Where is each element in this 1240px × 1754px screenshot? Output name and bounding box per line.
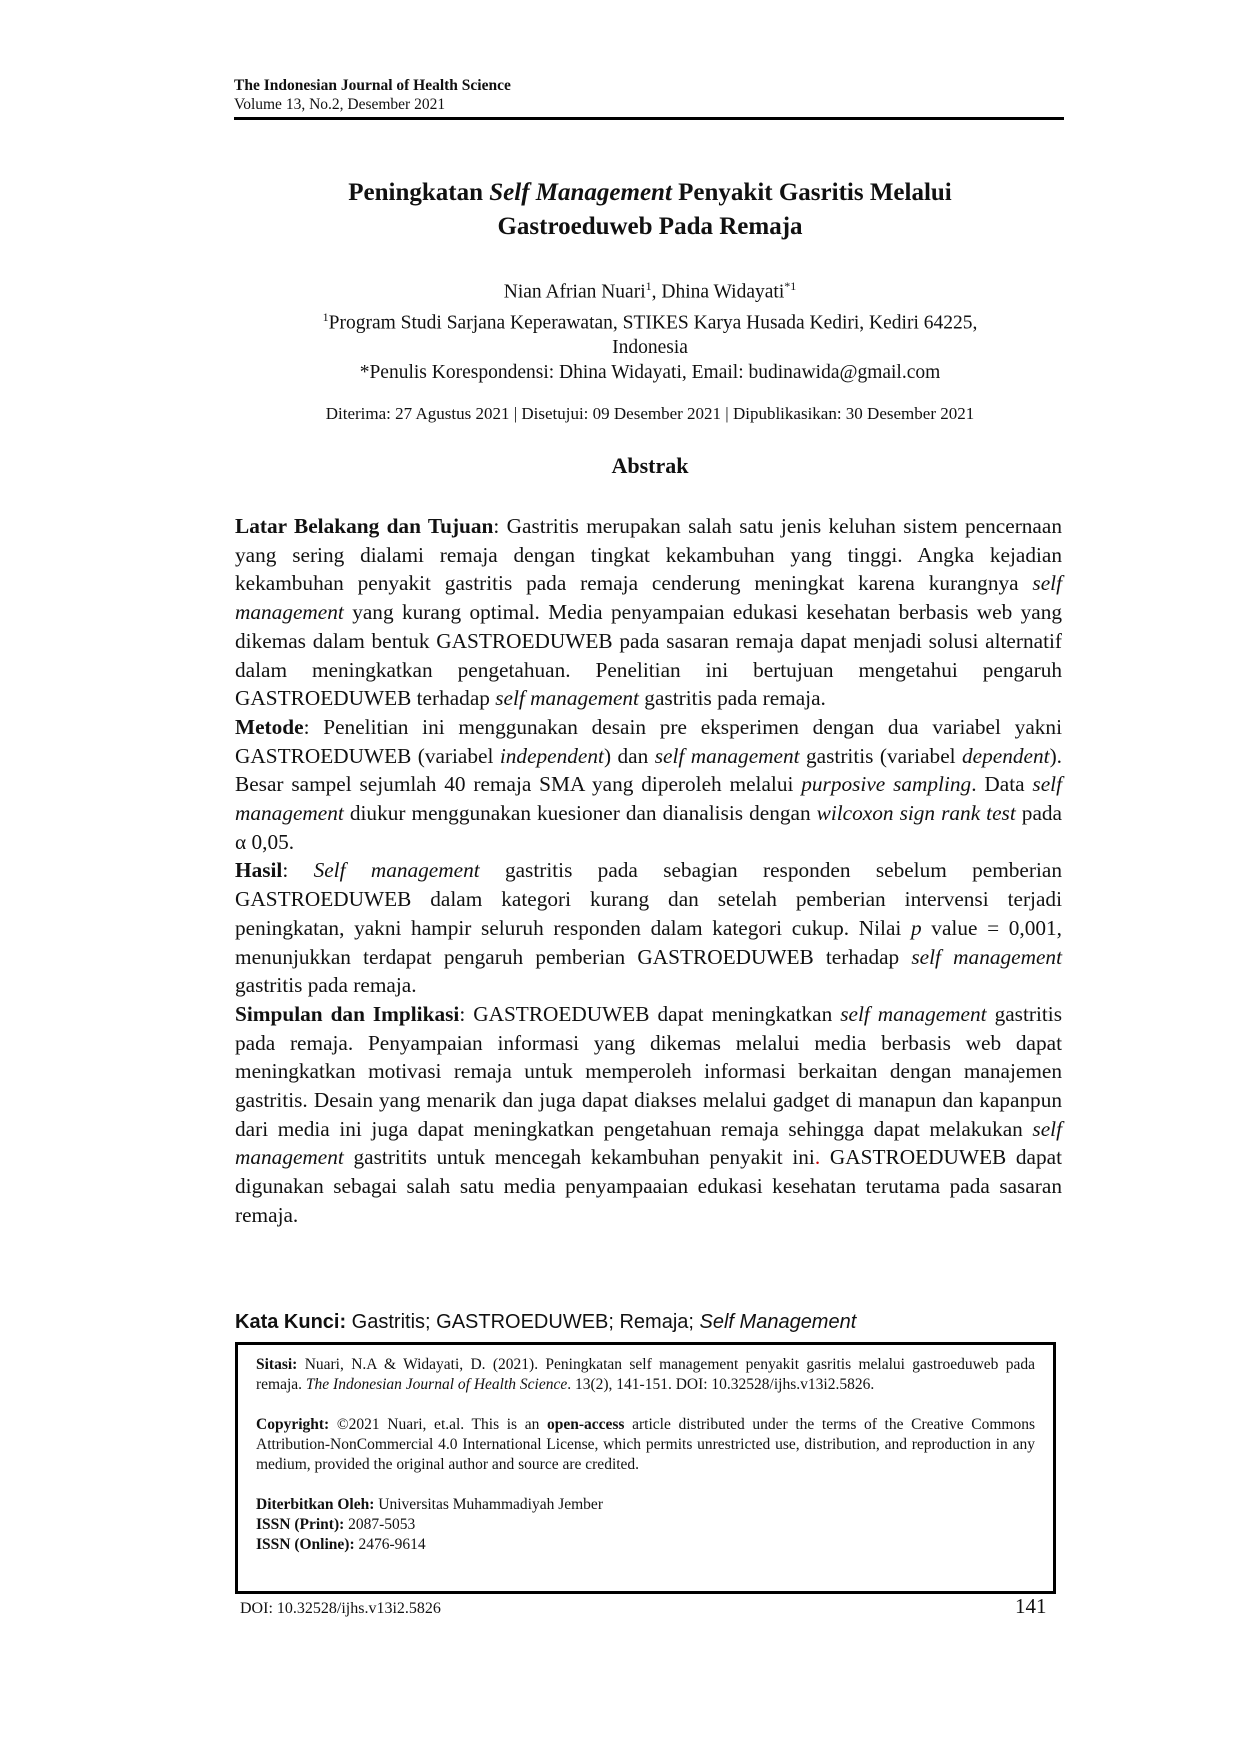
citation-box (235, 1342, 1056, 1594)
abstract-text: diukur menggunakan kuesioner dan dianalisis dengan (343, 801, 817, 826)
issn-online-value: 2476-9614 (354, 1536, 426, 1553)
abstract-body (235, 512, 1062, 1230)
abstract-italic: self management (235, 772, 1062, 826)
abstract-text: gastritis pada remaja. (235, 973, 417, 998)
section-label: Latar Belakang dan Tujuan (235, 514, 494, 538)
abstract-text: value = 0,001, menunjukkan terdapat pengaruh pemberian GASTROEDUWEB terhadap (235, 915, 1062, 969)
abstract-conclusion (235, 1000, 1062, 1230)
abstract-heading: Abstrak (611, 453, 689, 478)
author-sup: *1 (784, 279, 797, 293)
publisher-label: Diterbitkan Oleh: (256, 1496, 375, 1513)
issn-print-label: ISSN (Print): (256, 1516, 345, 1533)
abstract-italic: self management (495, 686, 639, 711)
page-number: 141 (1015, 1594, 1047, 1618)
title-line2: Gastroeduweb Pada Remaja (497, 213, 803, 240)
abstract-text: GASTROEDUWEB dapat digunakan sebagai salah satu media penyampaaian edukasi kesehatan terutama pada sasaran remaja. (235, 1145, 1062, 1227)
abstract-italic: self management (235, 571, 1062, 625)
correspondence: *Penulis Korespondensi: Dhina Widayati, Email: budinawida@gmail.com (359, 362, 941, 383)
copyright-text: article distributed under the terms of the Creative Commons Attribution-NonCommercial 4.0 International License, which permits unrestricted use, distribution, and reproduction in any medium, provided the original author and source are credited. (256, 1416, 1035, 1473)
affiliation-text: Program Studi Sarjana Keperawatan, STIKES Karya Husada Kediri, Kediri 64225, (328, 312, 978, 333)
issn-online (256, 1535, 1035, 1555)
abstract-italic: Self management (313, 858, 480, 883)
affiliation-country: Indonesia (612, 337, 688, 358)
volume-info: Volume 13, No.2, Desember 2021 (234, 96, 446, 113)
abstract-text: gastritits untuk mencegah kekambuhan penyakit ini (343, 1145, 815, 1170)
abstract-italic: self management (911, 944, 1062, 969)
issn-print-value: 2087-5053 (344, 1516, 416, 1533)
title-part: Penyakit Gasritis Melalui (671, 179, 952, 206)
author-name: Dhina Widayati (661, 281, 785, 303)
keywords (235, 1311, 1062, 1334)
abstract-method (235, 713, 1062, 857)
abstract-text: ) dan (603, 743, 655, 768)
running-header (234, 76, 1064, 114)
authors-block (200, 274, 1100, 385)
abstract-text: gastritis pada remaja. Penyampaian informasi yang dikemas melalui media berbasis web dapat meningkatkan motivasi remaja untuk memperoleh informasi berkaitan dengan manajemen gastritis. Desain yang menarik dan juga dapat diakses melalui gadget di manapun dan kapanpun dari media ini juga dapat meningkatkan pengetahuan remaja sehingga dapat melakukan (235, 1001, 1063, 1141)
dates-line: Diterima: 27 Agustus 2021 | Disetujui: 09 Desember 2021 | Dipublikasikan: 30 Desember 2021 (325, 404, 975, 423)
citation-text: . 13(2), 141-151. DOI: 10.32528/ijhs.v13i2.5826. (567, 1376, 875, 1393)
abstract-italic: p (910, 915, 922, 940)
abstract-text: : (282, 858, 314, 883)
section-label: Metode (235, 714, 304, 739)
title-part: Peningkatan (348, 179, 490, 206)
header-rule (234, 117, 1064, 120)
issn-online-label: ISSN (Online): (256, 1536, 355, 1553)
affiliation-sup: 1 (322, 309, 329, 324)
open-access-label: open-access (546, 1416, 625, 1433)
author-sup: 1 (645, 279, 652, 293)
publisher-name: Universitas Muhammadiyah Jember (374, 1496, 603, 1513)
abstract-text: : Penelitian ini menggunakan desain pre eksperimen dengan dua variabel yakni GASTROEDUWEB (variabel (235, 714, 1062, 768)
keywords-label: Kata Kunci: (235, 1311, 347, 1333)
abstract-italic: wilcoxon sign rank test (816, 801, 1016, 826)
abstract-text: : Gastritis merupakan salah satu jenis keluhan sistem pencernaan yang sering dialami remaja dengan tingkat kekambuhan yang tinggi. Angka kejadian kekambuhan penyakit gastritis pada remaja cenderung meningkat karena kurangnya (235, 514, 1062, 596)
paper-title (200, 176, 1100, 244)
footer-doi: DOI: 10.32528/ijhs.v13i2.5826 (240, 1600, 441, 1617)
publisher (256, 1495, 1035, 1515)
affiliation (200, 305, 1100, 336)
abstract-text: yang kurang optimal. Media penyampaian edukasi kesehatan berbasis web yang dikemas dalam bentuk GASTROEDUWEB pada sasaran remaja dapat menjadi solusi alternatif dalam meningkatkan pengetahuan. Penelitian ini bertujuan mengetahui pengaruh GASTROEDUWEB terhadap (235, 600, 1062, 711)
author-line (200, 274, 1100, 305)
abstract-text: : GASTROEDUWEB dapat meningkatkan (459, 1001, 841, 1026)
abstract-italic: self management (235, 1116, 1062, 1170)
copyright-text: ©2021 Nuari, et.al. This is an (329, 1416, 547, 1433)
abstract-italic: independent (499, 743, 604, 768)
keywords-italic: Self Management (699, 1311, 857, 1333)
section-label: Hasil (235, 858, 283, 883)
abstract-italic: self management (840, 1001, 987, 1026)
abstract-italic: self management (654, 743, 800, 768)
abstract-results (235, 856, 1062, 1000)
keywords-text: Gastritis; GASTROEDUWEB; Remaja; (346, 1311, 700, 1333)
author-name: Nian Afrian Nuari (503, 281, 646, 303)
citation-text: Nuari, N.A & Widayati, D. (2021). Peningkatan self management penyakit gasritis melalui gastroeduweb pada remaja. (256, 1356, 1035, 1393)
copyright-label: Copyright: (256, 1416, 330, 1433)
abstract-text: pada α 0,05. (235, 801, 1063, 854)
citation-label: Sitasi: (256, 1356, 298, 1373)
abstract-red-period: . (814, 1145, 821, 1170)
citation-journal: The Indonesian Journal of Health Science (305, 1376, 568, 1393)
section-label: Simpulan dan Implikasi (235, 1001, 460, 1026)
title-italic: Self Management (489, 179, 672, 206)
abstract-italic: purposive sampling (801, 772, 972, 797)
issn-print (256, 1515, 1035, 1535)
abstract-text: gastritis pada sebagian responden sebelum pemberian GASTROEDUWEB dalam kategori kurang dan setelah pemberian intervensi terjadi peningkatan, yakni hampir seluruh responden dalam kategori cukup. Nilai (235, 858, 1062, 940)
abstract-text: ). Besar sampel sejumlah 40 remaja SMA yang diperoleh melalui (235, 743, 1062, 797)
abstract-text: . Data (971, 772, 1033, 797)
abstract-italic: dependent (962, 743, 1050, 768)
abstract-text: gastritis (variabel (799, 743, 963, 768)
copyright (256, 1415, 1035, 1475)
abstract-text: gastritis pada remaja. (638, 686, 826, 711)
abstract-background (235, 512, 1062, 713)
journal-name: The Indonesian Journal of Health Science (234, 77, 511, 94)
author-separator: , (651, 281, 662, 303)
citation (256, 1355, 1035, 1395)
